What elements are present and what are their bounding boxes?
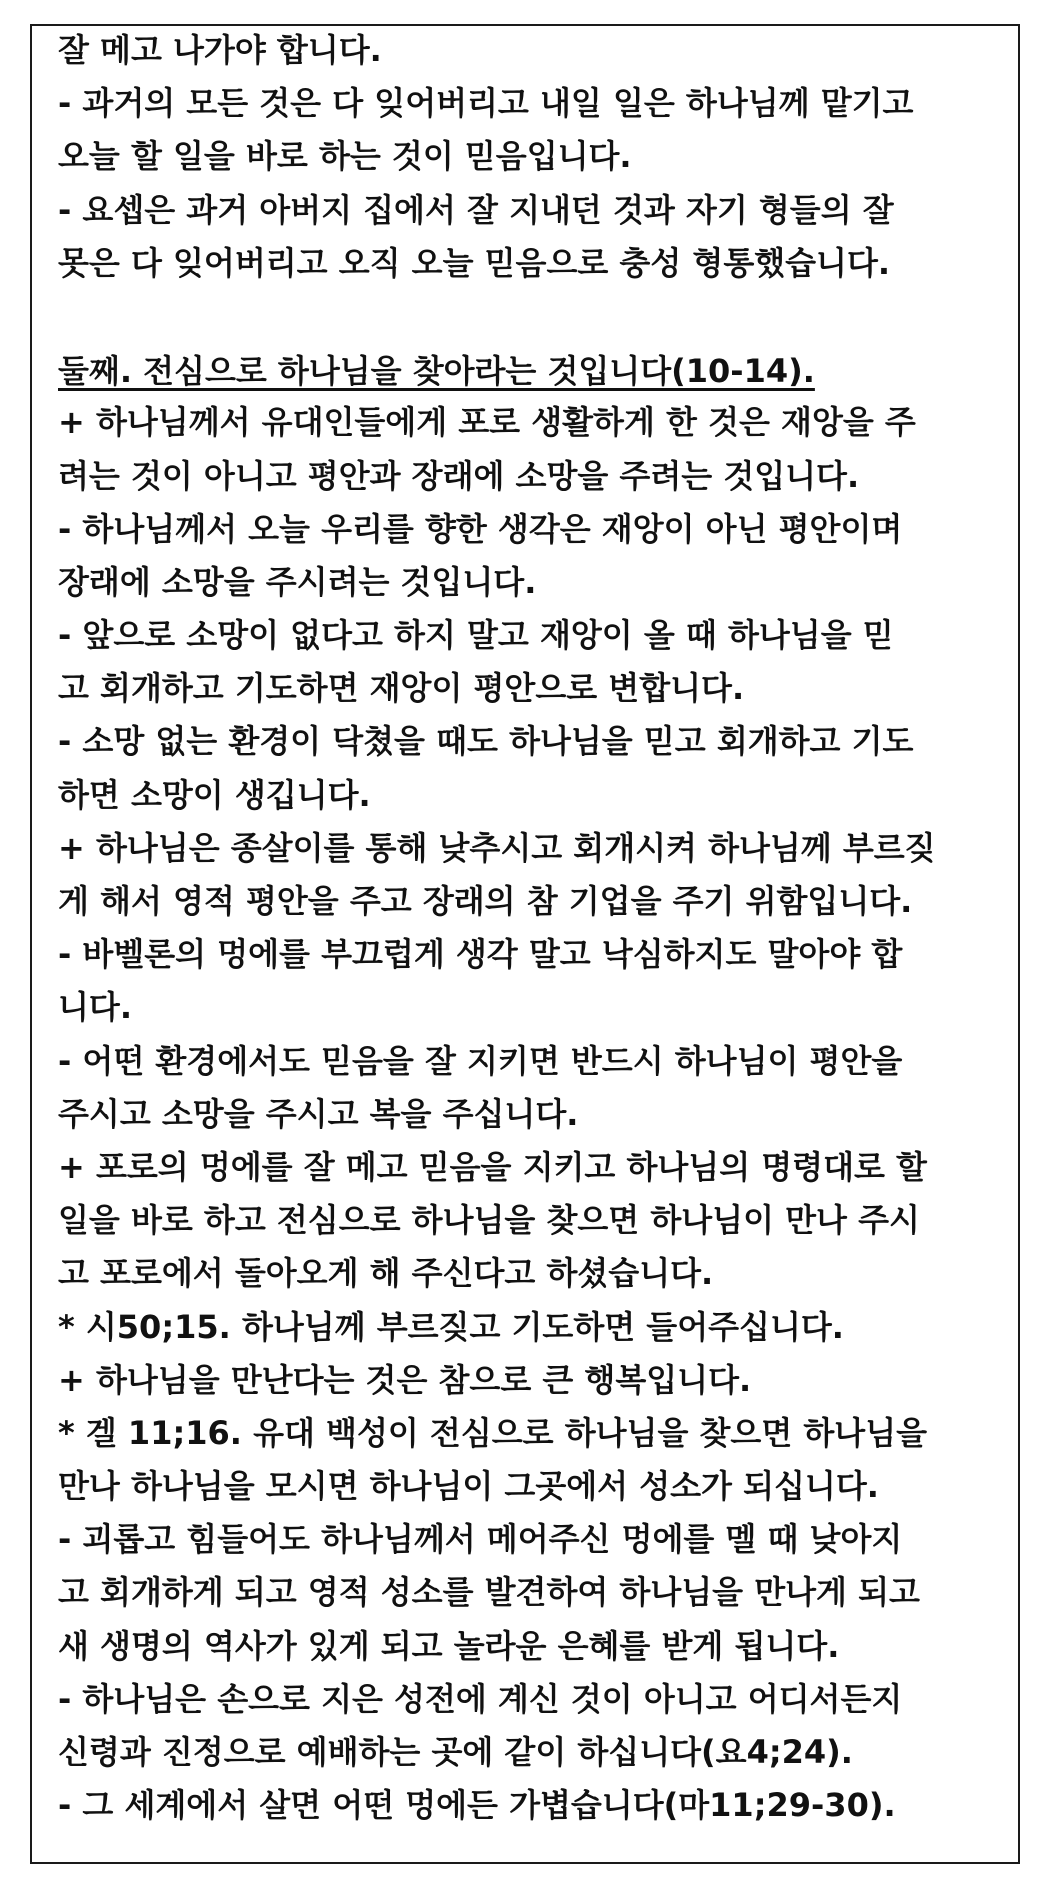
- text-line: + 하나님을 만난다는 것은 참으로 큰 행복입니다.: [58, 1360, 752, 1399]
- text-line: 주시고 소망을 주시고 복을 주십니다.: [58, 1094, 579, 1133]
- section-heading: 둘째. 전심으로 하나님을 찾아라는 것입니다(10-14).: [58, 352, 815, 391]
- text-line: - 소망 없는 환경이 닥쳤을 때도 하나님을 믿고 회개하고 기도: [58, 722, 914, 761]
- text-line: - 괴롭고 힘들어도 하나님께서 메어주신 멍에를 멜 때 낮아지: [58, 1520, 903, 1559]
- text-line: 오늘 할 일을 바로 하는 것이 믿음입니다.: [58, 137, 632, 176]
- blank-line: [58, 290, 1008, 343]
- text-line: 고 회개하게 되고 영적 성소를 발견하여 하나님을 만나게 되고: [58, 1573, 920, 1612]
- text-line: * 시50;15. 하나님께 부르짖고 기도하면 들어주십니다.: [58, 1307, 844, 1346]
- text-line: 장래에 소망을 주시려는 것입니다.: [58, 562, 537, 601]
- text-line: * 겔 11;16. 유대 백성이 전심으로 하나님을 찾으면 하나님을: [58, 1413, 928, 1452]
- text-line: - 하나님은 손으로 지은 성전에 계신 것이 아니고 어디서든지: [58, 1679, 903, 1718]
- text-line: + 하나님은 종살이를 통해 낮추시고 회개시켜 하나님께 부르짖: [58, 828, 936, 867]
- text-line: 새 생명의 역사가 있게 되고 놀라운 은혜를 받게 됩니다.: [58, 1626, 840, 1665]
- text-line: 니다.: [58, 988, 132, 1027]
- text-line: - 어떤 환경에서도 믿음을 잘 지키면 반드시 하나님이 평안을: [58, 1041, 903, 1080]
- text-line: 못은 다 잊어버리고 오직 오늘 믿음으로 충성 형통했습니다.: [58, 243, 891, 282]
- text-line: 일을 바로 하고 전심으로 하나님을 찾으면 하나님이 만나 주시: [58, 1201, 920, 1240]
- text-line: - 바벨론의 멍에를 부끄럽게 생각 말고 낙심하지도 말아야 합: [58, 935, 903, 974]
- text-line: 게 해서 영적 평안을 주고 장래의 참 기업을 주기 위함입니다.: [58, 882, 913, 920]
- text-line: 고 포로에서 돌아오게 해 주신다고 하셨습니다.: [58, 1254, 714, 1293]
- text-line: 려는 것이 아니고 평안과 장래에 소망을 주려는 것입니다.: [58, 456, 860, 495]
- text-line: 신령과 진정으로 예배하는 곳에 같이 하십니다(요4;24).: [58, 1733, 853, 1771]
- text-line: - 요셉은 과거 아버지 집에서 잘 지내던 것과 자기 형들의 잘: [58, 190, 894, 229]
- text-line: + 하나님께서 유대인들에게 포로 생활하게 한 것은 재앙을 주: [58, 403, 916, 442]
- text-line: - 하나님께서 오늘 우리를 향한 생각은 재앙이 아닌 평안이며: [58, 509, 903, 548]
- text-line: 만나 하나님을 모시면 하나님이 그곳에서 성소가 되십니다.: [58, 1467, 879, 1506]
- text-line: - 과거의 모든 것은 다 잊어버리고 내일 일은 하나님께 맡기고: [58, 84, 914, 123]
- text-line: 하면 소망이 생깁니다.: [58, 775, 371, 814]
- text-line: 잘 메고 나가야 합니다.: [58, 31, 382, 69]
- document-body: [58, 24, 1008, 1832]
- text-line: 고 회개하고 기도하면 재앙이 평안으로 변합니다.: [58, 669, 745, 708]
- text-line: - 앞으로 소망이 없다고 하지 말고 재앙이 올 때 하나님을 믿: [58, 616, 894, 655]
- section-heading-line: [58, 343, 1008, 396]
- text-line: - 그 세계에서 살면 어떤 멍에든 가볍습니다(마11;29-30).: [58, 1786, 896, 1825]
- text-line: + 포로의 멍에를 잘 메고 믿음을 지키고 하나님의 명령대로 할: [58, 1147, 927, 1186]
